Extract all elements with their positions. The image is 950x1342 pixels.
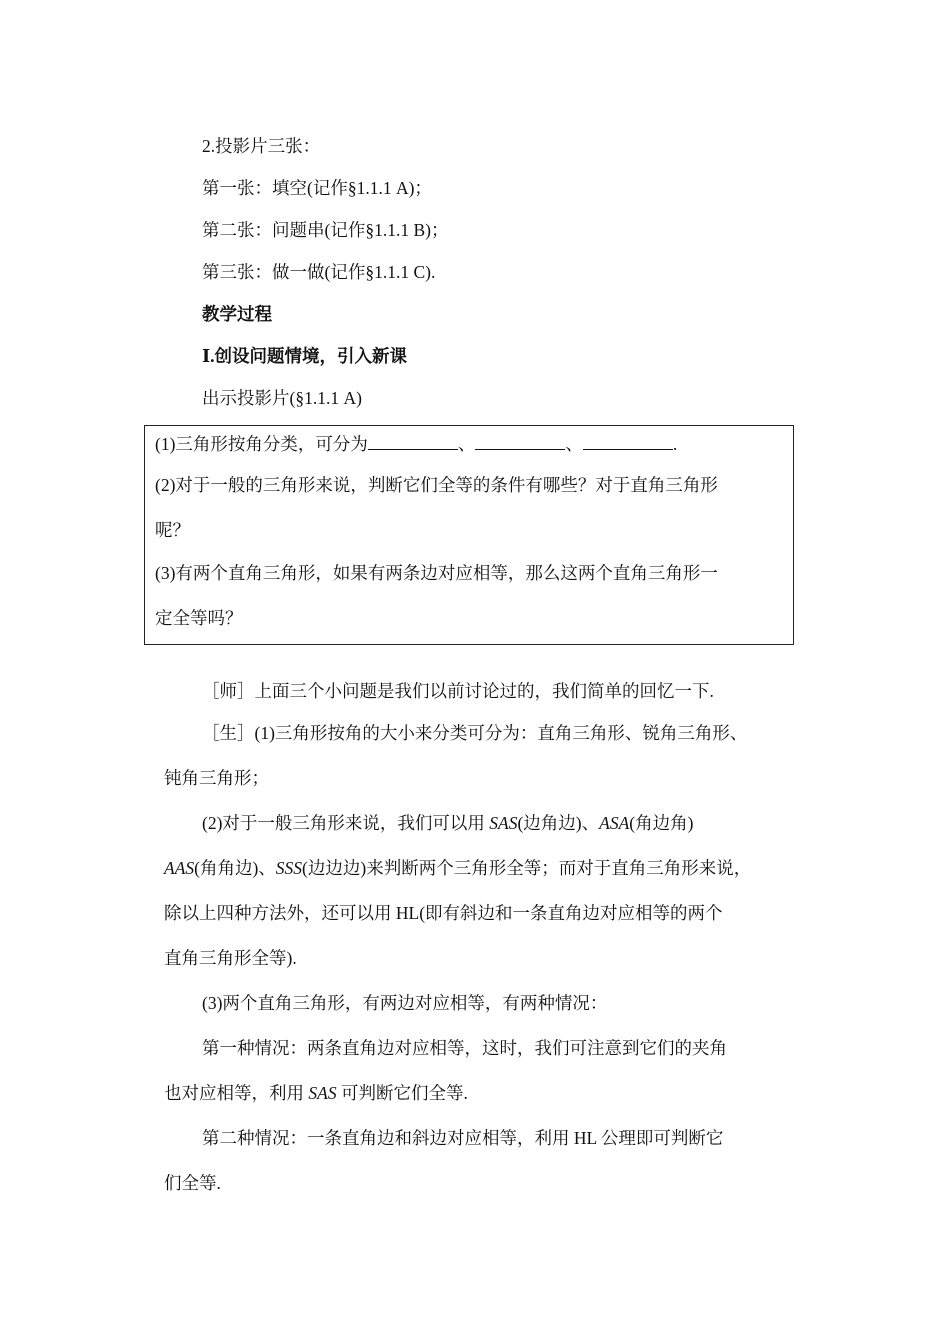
method-text-c: (角边角) (629, 813, 694, 833)
term-sas: SAS (489, 813, 518, 833)
method-text-b: (边角边)、 (517, 813, 600, 833)
teacher-remark: ［师］上面三个小问题是我们以前讨论过的，我们简单的回忆一下. (202, 681, 714, 701)
question-2-line-1: (2)对于一般的三角形来说，判断它们全等的条件有哪些？对于直角三角形 (155, 475, 718, 495)
answer-blank-3 (583, 433, 673, 450)
question-1-separator: 、 (457, 434, 476, 454)
process-title: 教学过程 (202, 304, 272, 324)
materials-item-3: 第三张：做一做(记作§1.1.1 C). (202, 262, 436, 282)
term-asa: ASA (599, 813, 630, 833)
slide-question-box (144, 425, 794, 645)
question-3-line-1: (3)有两个直角三角形，如果有两条边对应相等，那么这两个直角三角形一 (155, 563, 718, 583)
question-2-line-2: 呢？ (155, 520, 190, 540)
question-3-line-2: 定全等吗？ (155, 608, 243, 628)
student-answer-line-2: 钝角三角形； (164, 768, 269, 788)
materials-item-1: 第一张：填空(记作§1.1.1 A)； (202, 178, 432, 198)
question-1-text: (1)三角形按角分类，可分为 (155, 434, 368, 454)
case-1-text-b: 可判断它们全等. (340, 1083, 468, 1103)
student-answer-line-1: ［生］(1)三角形按角的大小来分类可分为：直角三角形、锐角三角形、 (202, 723, 748, 743)
case-1-text-a: 也对应相等，利用 (164, 1083, 304, 1103)
term-sas-2: SAS (308, 1083, 337, 1103)
two-cases-intro: (3)两个直角三角形，有两边对应相等，有两种情况： (202, 993, 608, 1013)
show-slide-line: 出示投影片(§1.1.1 A) (202, 388, 362, 408)
case-2-line-2: 们全等. (164, 1173, 221, 1193)
question-1 (155, 433, 677, 455)
method-paragraph-line-2 (164, 857, 751, 879)
answer-blank-2 (475, 433, 565, 450)
question-1-separator: 、 (565, 434, 583, 454)
method-paragraph-line-3: 除以上四种方法外，还可以用 HL(即有斜边和一条直角边对应相等的两个 (164, 903, 723, 923)
method-text-a: (2)对于一般三角形来说，我们可以用 (202, 813, 485, 833)
method-text-d: (角角边)、 (194, 858, 276, 878)
materials-item-2: 第二张：问题串(记作§1.1.1 B)； (202, 220, 449, 240)
method-paragraph-line-4: 直角三角形全等). (164, 948, 297, 968)
materials-heading: 2.投影片三张： (202, 136, 321, 156)
method-text-e: (边边边)来判断两个三角形全等；而对于直角三角形来说， (302, 858, 752, 878)
answer-blank-1 (368, 433, 458, 450)
case-1-line-2 (164, 1082, 468, 1104)
question-1-end: . (672, 434, 678, 454)
term-aas: AAS (164, 858, 195, 878)
case-1-line-1: 第一种情况：两条直角边对应相等，这时，我们可注意到它们的夹角 (202, 1038, 727, 1058)
method-paragraph-line-1 (202, 812, 693, 834)
term-sss: SSS (275, 858, 303, 878)
case-2-line-1: 第二种情况：一条直角边和斜边对应相等，利用 HL 公理即可判断它 (202, 1128, 724, 1148)
section1-title: Ⅰ.创设问题情境，引入新课 (202, 346, 408, 366)
